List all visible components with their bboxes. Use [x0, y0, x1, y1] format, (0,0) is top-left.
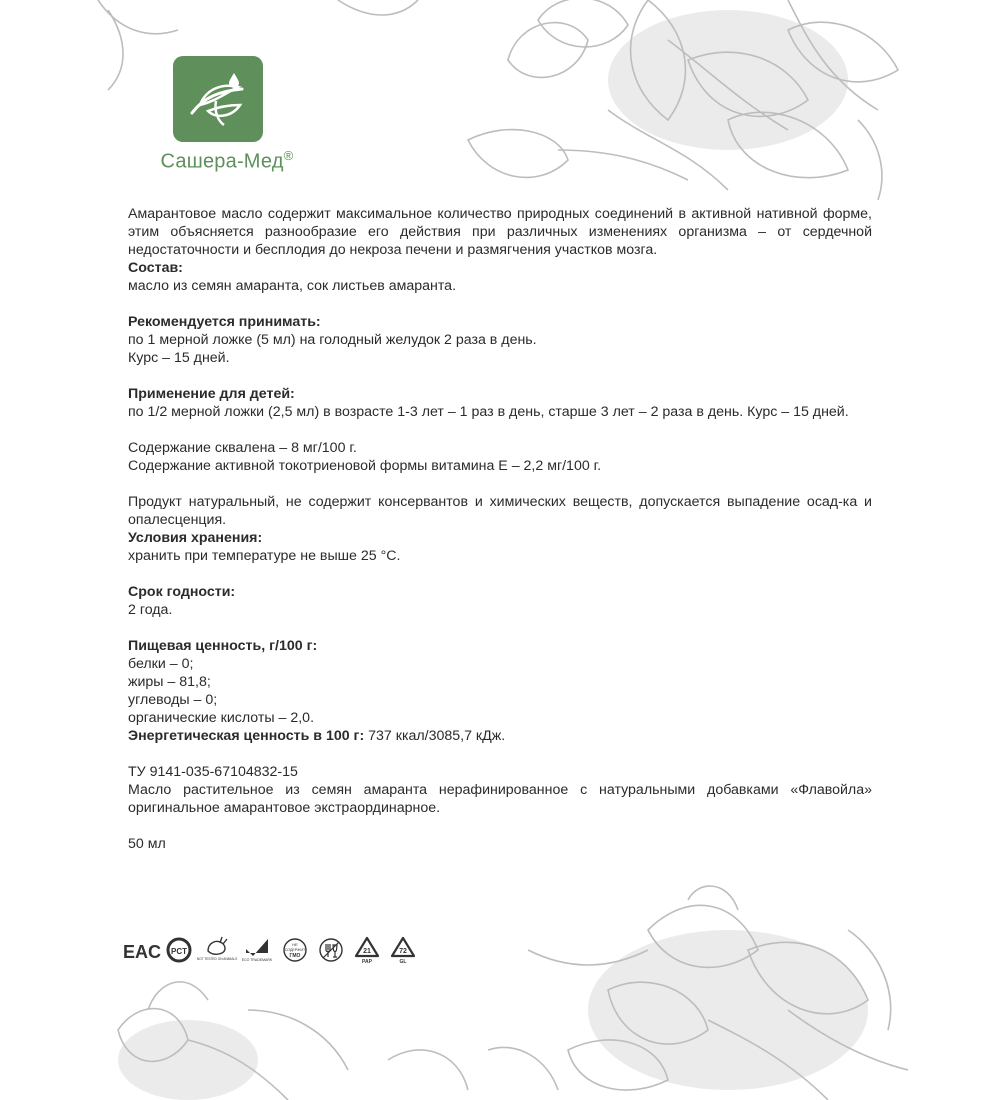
composition-heading: Состав: [128, 260, 183, 276]
energy-value-line [128, 727, 872, 745]
brand-name-text: Сашера-Мед [160, 150, 284, 173]
registered-mark: ® [283, 148, 294, 163]
recycle-21-number: 21 [363, 948, 371, 955]
recommended-section [128, 313, 872, 367]
shelf-life-text: 2 года. [128, 602, 173, 618]
recommended-heading: Рекомендуется принимать: [128, 314, 321, 330]
eac-icon [122, 936, 162, 964]
children-text: по 1/2 мерной ложки (2,5 мл) в возрасте 1-3 лет – 1 раз в день, старше 3 лет – 2 раза в день. Курс – 15 дней. [128, 404, 849, 420]
intro-paragraph: Амарантовое масло содержит максимальное количество природных соединений в активной нативной форме, этим объясняется разнообразие его действия при различных изменениях организма – от сердечной недостаточности и бесплодия до некроза печени и размягчения участков мозга. [128, 206, 872, 258]
brand-logo-mark-icon [173, 56, 263, 142]
storage-section [128, 529, 872, 565]
pct-text: PCT [171, 947, 187, 956]
vitamin-e-content: Содержание активной токотриеновой формы витамина Е – 2,2 мг/100 г. [128, 458, 602, 474]
brand-logo [152, 56, 302, 174]
pct-icon [166, 936, 192, 964]
no-gmo-mid: СОДЕРЖИТ [284, 948, 306, 952]
recycle-72-label: GL [399, 959, 407, 965]
nutrition-item: жиры – 81,8; [128, 674, 211, 690]
recommended-dose: по 1 мерной ложке (5 мл) на голодный желудок 2 раза в день. [128, 332, 537, 348]
no-gmo-bottom: ГМО [289, 953, 301, 959]
recycle-pap-icon [354, 936, 380, 964]
nutrition-heading: Пищевая ценность, г/100 г: [128, 638, 318, 654]
energy-label: Энергетическая ценность в 100 г: [128, 728, 365, 744]
children-section [128, 385, 872, 421]
squalene-content: Содержание сквалена – 8 мг/100 г. [128, 440, 357, 456]
floral-decoration-bottom-icon [88, 890, 912, 1100]
nutrition-item: белки – 0; [128, 656, 194, 672]
recycle-gl-icon [390, 936, 416, 964]
composition-text: масло из семян амаранта, сок листьев амаранта. [128, 278, 457, 294]
content-info-section [128, 439, 872, 475]
recycle-72-number: 72 [399, 948, 407, 955]
storage-heading: Условия хранения: [128, 530, 263, 546]
natural-paragraph: Продукт натуральный, не содержит консервантов и химических веществ, допускается выпадение осад-ка и опалесценция. [128, 494, 872, 528]
nutrition-item: органические кислоты – 2,0. [128, 710, 315, 726]
shelf-life-section [128, 583, 872, 619]
tu-section [128, 763, 872, 817]
eco-text: ECO TRADEMARK [241, 958, 273, 962]
tu-code: ТУ 9141-035-67104832-15 [128, 764, 298, 780]
product-description [128, 205, 872, 853]
eac-text: EAC [122, 942, 162, 962]
no-gmo-top: НЕ [292, 942, 298, 947]
children-heading: Применение для детей: [128, 386, 295, 402]
tu-description: Масло растительное из семян амаранта нерафинированное с натуральными добавками «Флавойла» оригинальное амарантовое экстраординарное. [128, 782, 872, 816]
volume: 50 мл [128, 836, 166, 852]
nutrition-item: углеводы – 0; [128, 692, 218, 708]
composition-section [128, 259, 872, 295]
food-safe-icon [318, 936, 344, 964]
storage-text: хранить при температуре не выше 25 °С. [128, 548, 401, 564]
certification-marks [122, 936, 416, 965]
brand-name [152, 148, 302, 174]
not-tested-on-animals-icon [196, 936, 238, 964]
energy-value: 737 ккал/3085,7 кДж. [364, 728, 506, 744]
shelf-life-heading: Срок годности: [128, 584, 236, 600]
eco-trademark-icon [242, 936, 272, 964]
recycle-21-label: PAP [362, 959, 372, 965]
no-gmo-icon [282, 936, 308, 964]
nutrition-section [128, 637, 872, 745]
recommended-course: Курс – 15 дней. [128, 350, 230, 366]
not-tested-text: NOT TESTED ON ANIMALS [196, 957, 238, 961]
